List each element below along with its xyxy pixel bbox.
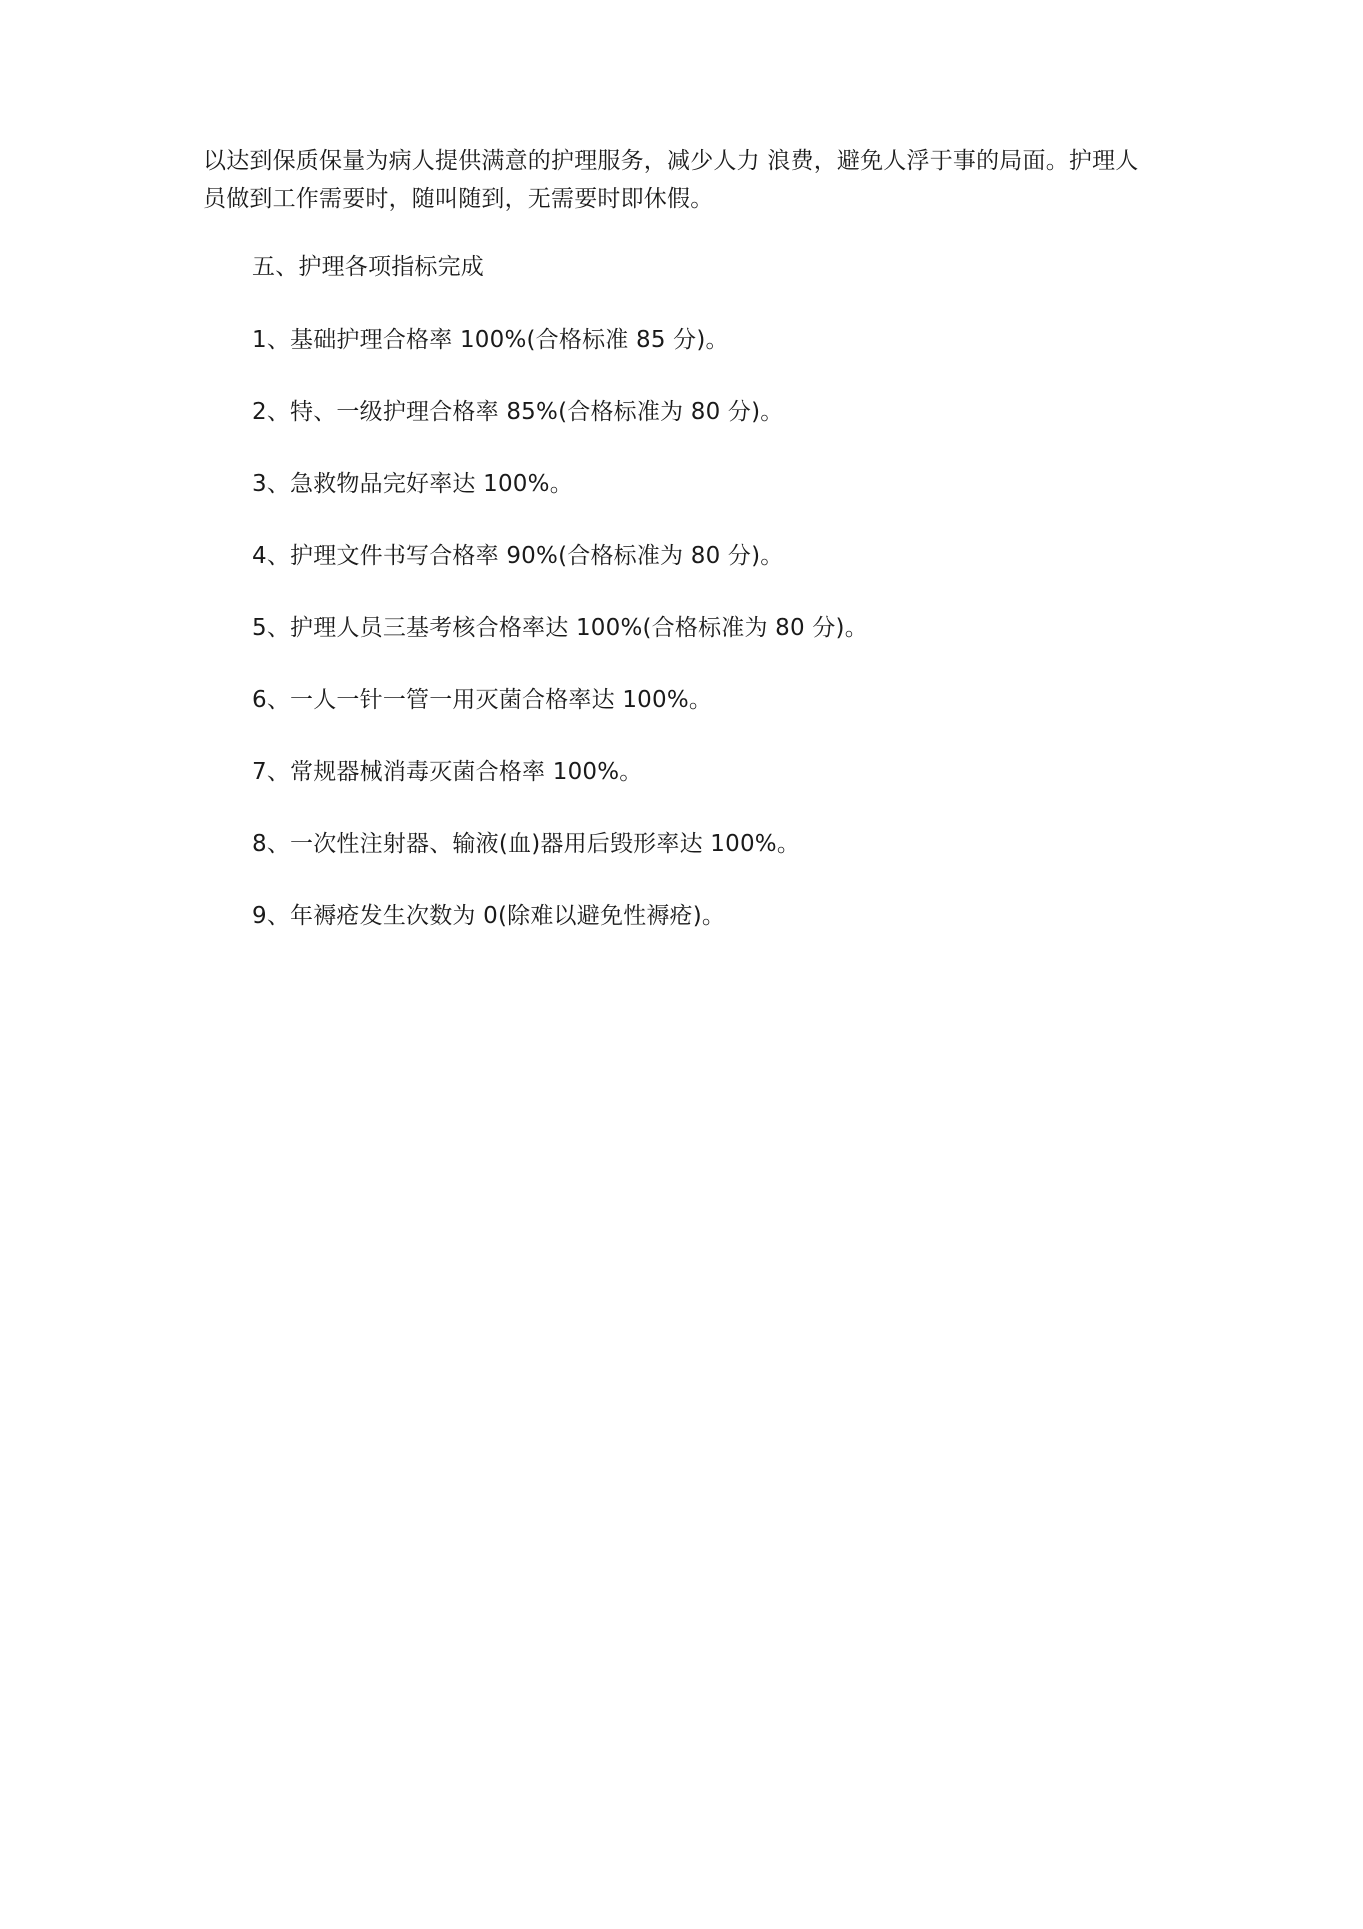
- section-heading: 五、护理各项指标完成: [252, 254, 484, 280]
- list-item: 9、年褥疮发生次数为 0(除难以避免性褥疮)。: [252, 903, 726, 929]
- intro-paragraph: [203, 142, 1183, 218]
- paragraph-line: 以达到保质保量为病人提供满意的护理服务，减少人力 浪费，避免人浮于事的局面。护理人: [203, 148, 1139, 174]
- list-item: 1、基础护理合格率 100%(合格标准 85 分)。: [252, 327, 729, 353]
- paragraph-line: 员做到工作需要时，随叫随到，无需要时即休假。: [203, 186, 714, 212]
- list-item: 4、护理文件书写合格率 90%(合格标准为 80 分)。: [252, 543, 784, 569]
- list-item: 6、一人一针一管一用灭菌合格率达 100%。: [252, 687, 713, 713]
- list-item: 5、护理人员三基考核合格率达 100%(合格标准为 80 分)。: [252, 615, 868, 641]
- list-item: 7、常规器械消毒灭菌合格率 100%。: [252, 759, 643, 785]
- list-item: 3、急救物品完好率达 100%。: [252, 471, 573, 497]
- list-item: 8、一次性注射器、输液(血)器用后毁形率达 100%。: [252, 831, 801, 857]
- list-item: 2、特、一级护理合格率 85%(合格标准为 80 分)。: [252, 399, 784, 425]
